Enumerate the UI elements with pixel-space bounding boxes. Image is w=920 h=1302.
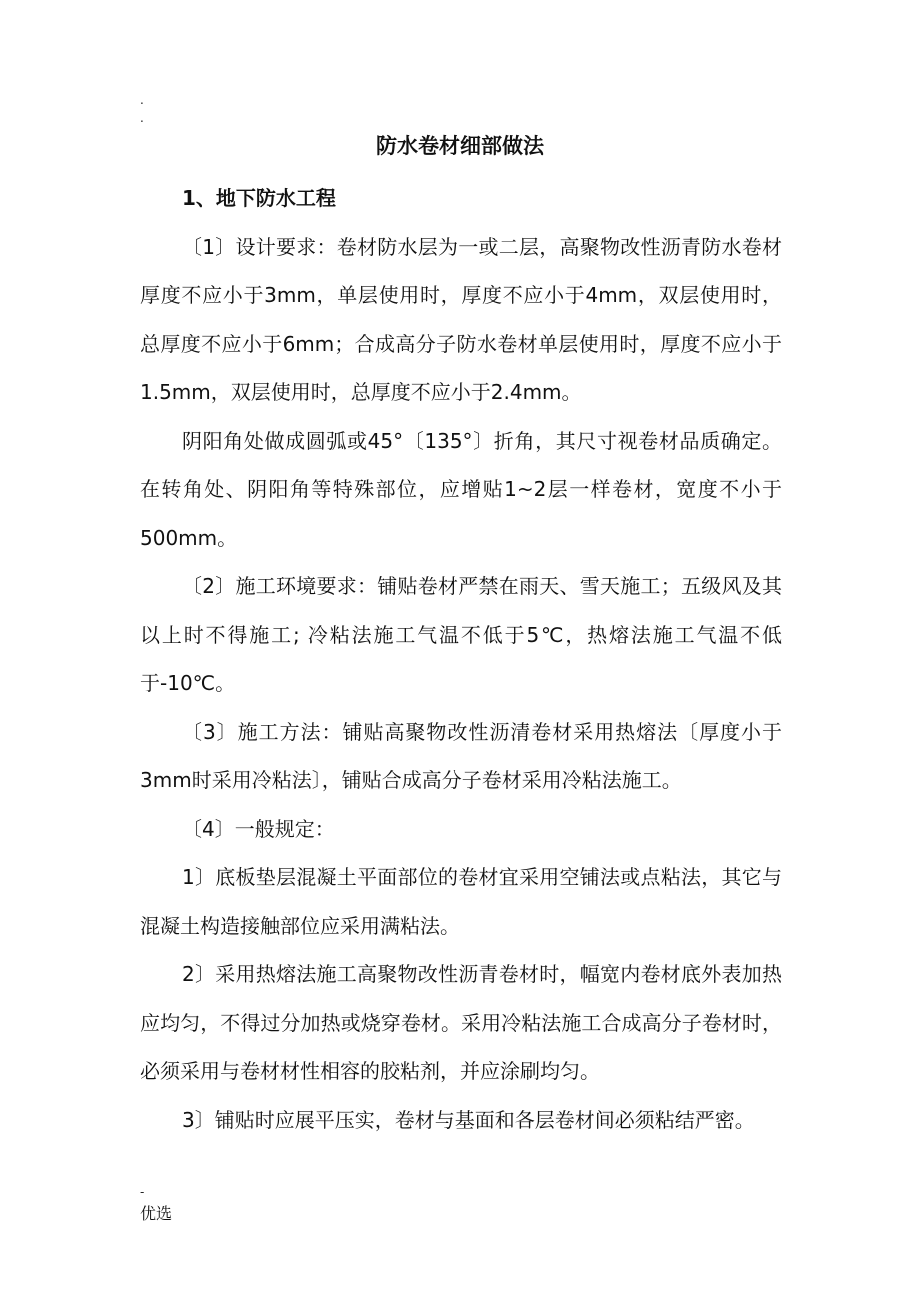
footer-dash-mark: - (140, 1185, 145, 1199)
paragraph-rule-2: 2〕采用热熔法施工高聚物改性沥青卷材时，幅宽内卷材底外表加热应均匀，不得过分加热或烧穿卷材。采用冷粘法施工合成高分子卷材时，必须采用与卷材材性相容的胶粘剂，并应涂刷均匀。 (140, 962, 782, 1083)
document-title: 防水卷材细部做法 (376, 134, 544, 158)
paragraph-method: 〔3〕施工方法：铺贴高聚物改性沥清卷材采用热熔法〔厚度小于3mm时采用冷粘法〕，铺贴合成高分子卷材采用冷粘法施工。 (140, 719, 782, 792)
paragraph-rule-1: 1〕底板垫层混凝土平面部位的卷材宜采用空铺法或点粘法，其它与混凝土构造接触部位应采用满粘法。 (140, 865, 782, 938)
header-dot-mark: . (140, 111, 144, 125)
paragraph-rule-3: 3〕铺贴时应展平压实，卷材与基面和各层卷材间必须粘结严密。 (182, 1107, 755, 1132)
footer-label: 优选 (140, 1204, 173, 1223)
paragraph-corners: 阴阳角处做成圆弧或45°〔135°〕折角，其尺寸视卷材品质确定。在转角处、阴阳角等特殊部位，应增贴1~2层一样卷材，宽度不小于500mm。 (140, 428, 782, 550)
section-heading: 1、地下防水工程 (182, 186, 336, 210)
paragraph-environment: 〔2〕施工环境要求：铺贴卷材严禁在雨天、雪天施工；五级风及其以上时不得施工; 冷粘法施工气温不低于5℃，热熔法施工气温不低于-10℃。 (140, 574, 782, 695)
paragraph-general-rules: 〔4〕一般规定： (182, 816, 335, 841)
paragraph-design-requirements: 〔1〕设计要求：卷材防水层为一或二层，高聚物改性沥青防水卷材厚度不应小于3mm，单层使用时，厚度不应小于4mm，双层使用时，总厚度不应小于6mm；合成高分子防水卷材单层使用时，厚度不应小于1.5mm，双层使用时，总厚度不应小于2.4mm。 (140, 234, 782, 404)
document-body (140, 174, 782, 1144)
header-dot-mark: . (140, 93, 144, 107)
